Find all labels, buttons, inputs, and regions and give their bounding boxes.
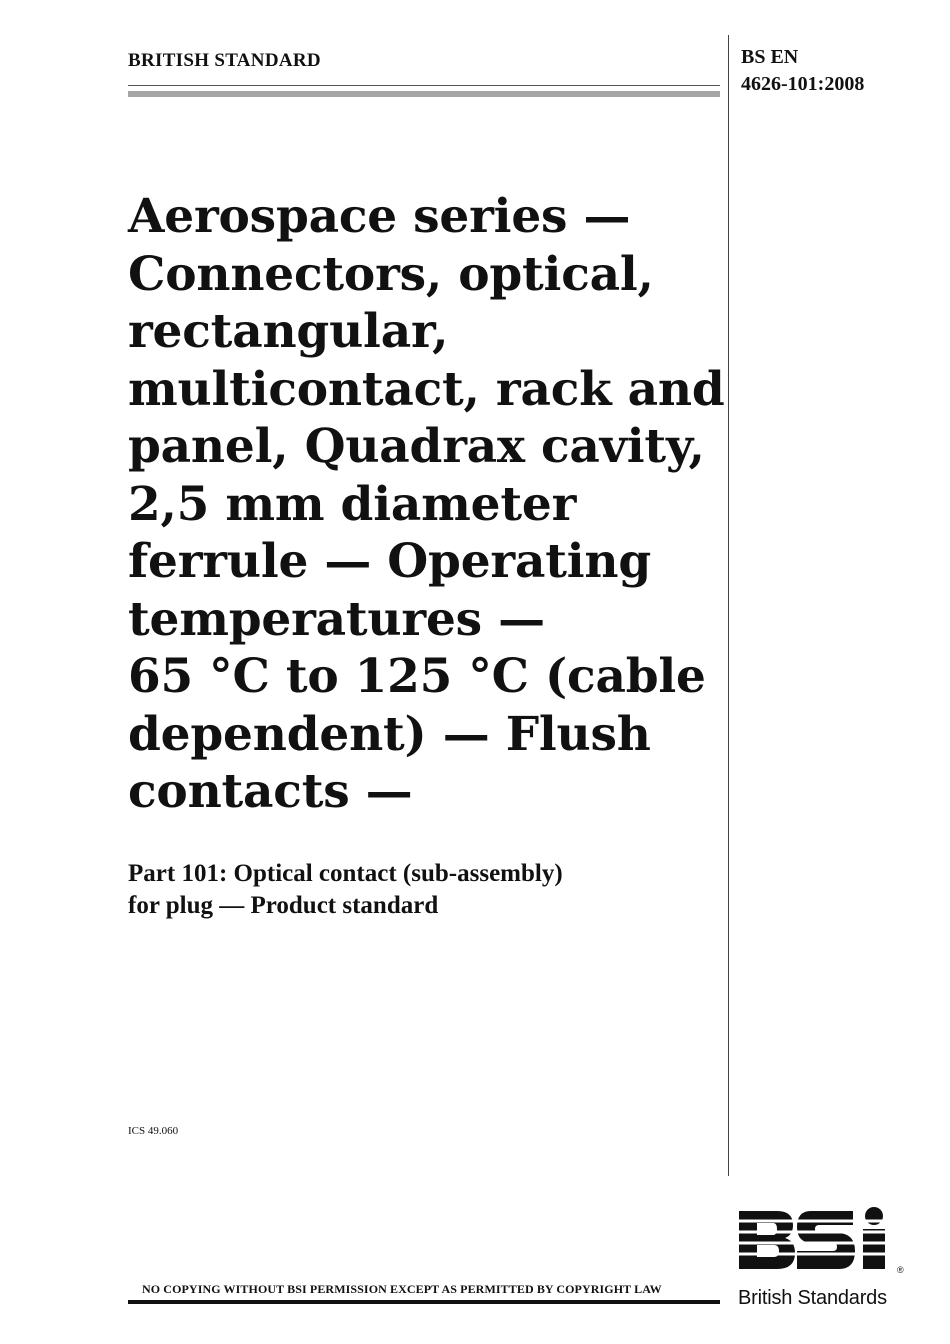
title-line: Aerospace series — [128,189,631,244]
title-line: Connectors, optical, [128,246,654,302]
title-line: multicontact, rack and [128,361,725,417]
registered-mark: ® [897,1265,904,1275]
part-title-line: Part 101: Optical contact (sub-assembly) [128,860,563,887]
header-rule-thin [128,85,720,86]
title-line: rectangular, [128,304,449,359]
title-line: ferrule — Operating [128,534,652,589]
copyright-notice: NO COPYING WITHOUT BSI PERMISSION EXCEPT AS PERMITTED BY COPYRIGHT LAW [142,1282,662,1296]
title-line: contacts — [128,764,413,819]
title-line: 2,5 mm diameter [128,476,577,532]
bsi-caption: British Standards [738,1287,887,1309]
vertical-divider [728,35,729,1176]
header-rule-thick [128,91,720,97]
ics-code: ICS 49.060 [128,1125,179,1137]
part-title-line: for plug — Product standard [128,892,439,919]
standard-number-line-2: 4626-101:2008 [741,73,865,95]
footer-rule [128,1300,720,1304]
standard-number-line-1: BS EN [741,46,799,68]
series-label: BRITISH STANDARD [128,50,321,71]
part-title [128,858,728,922]
standard-number [741,44,864,98]
title-line: temperatures — [128,591,545,647]
document-title [128,188,725,821]
bsi-logo-icon [737,1207,907,1287]
title-line: dependent) — Flush [128,706,651,762]
title-line: panel, Quadrax cavity, [128,419,705,474]
title-line: 65 °C to 125 °C (cable [128,649,706,704]
